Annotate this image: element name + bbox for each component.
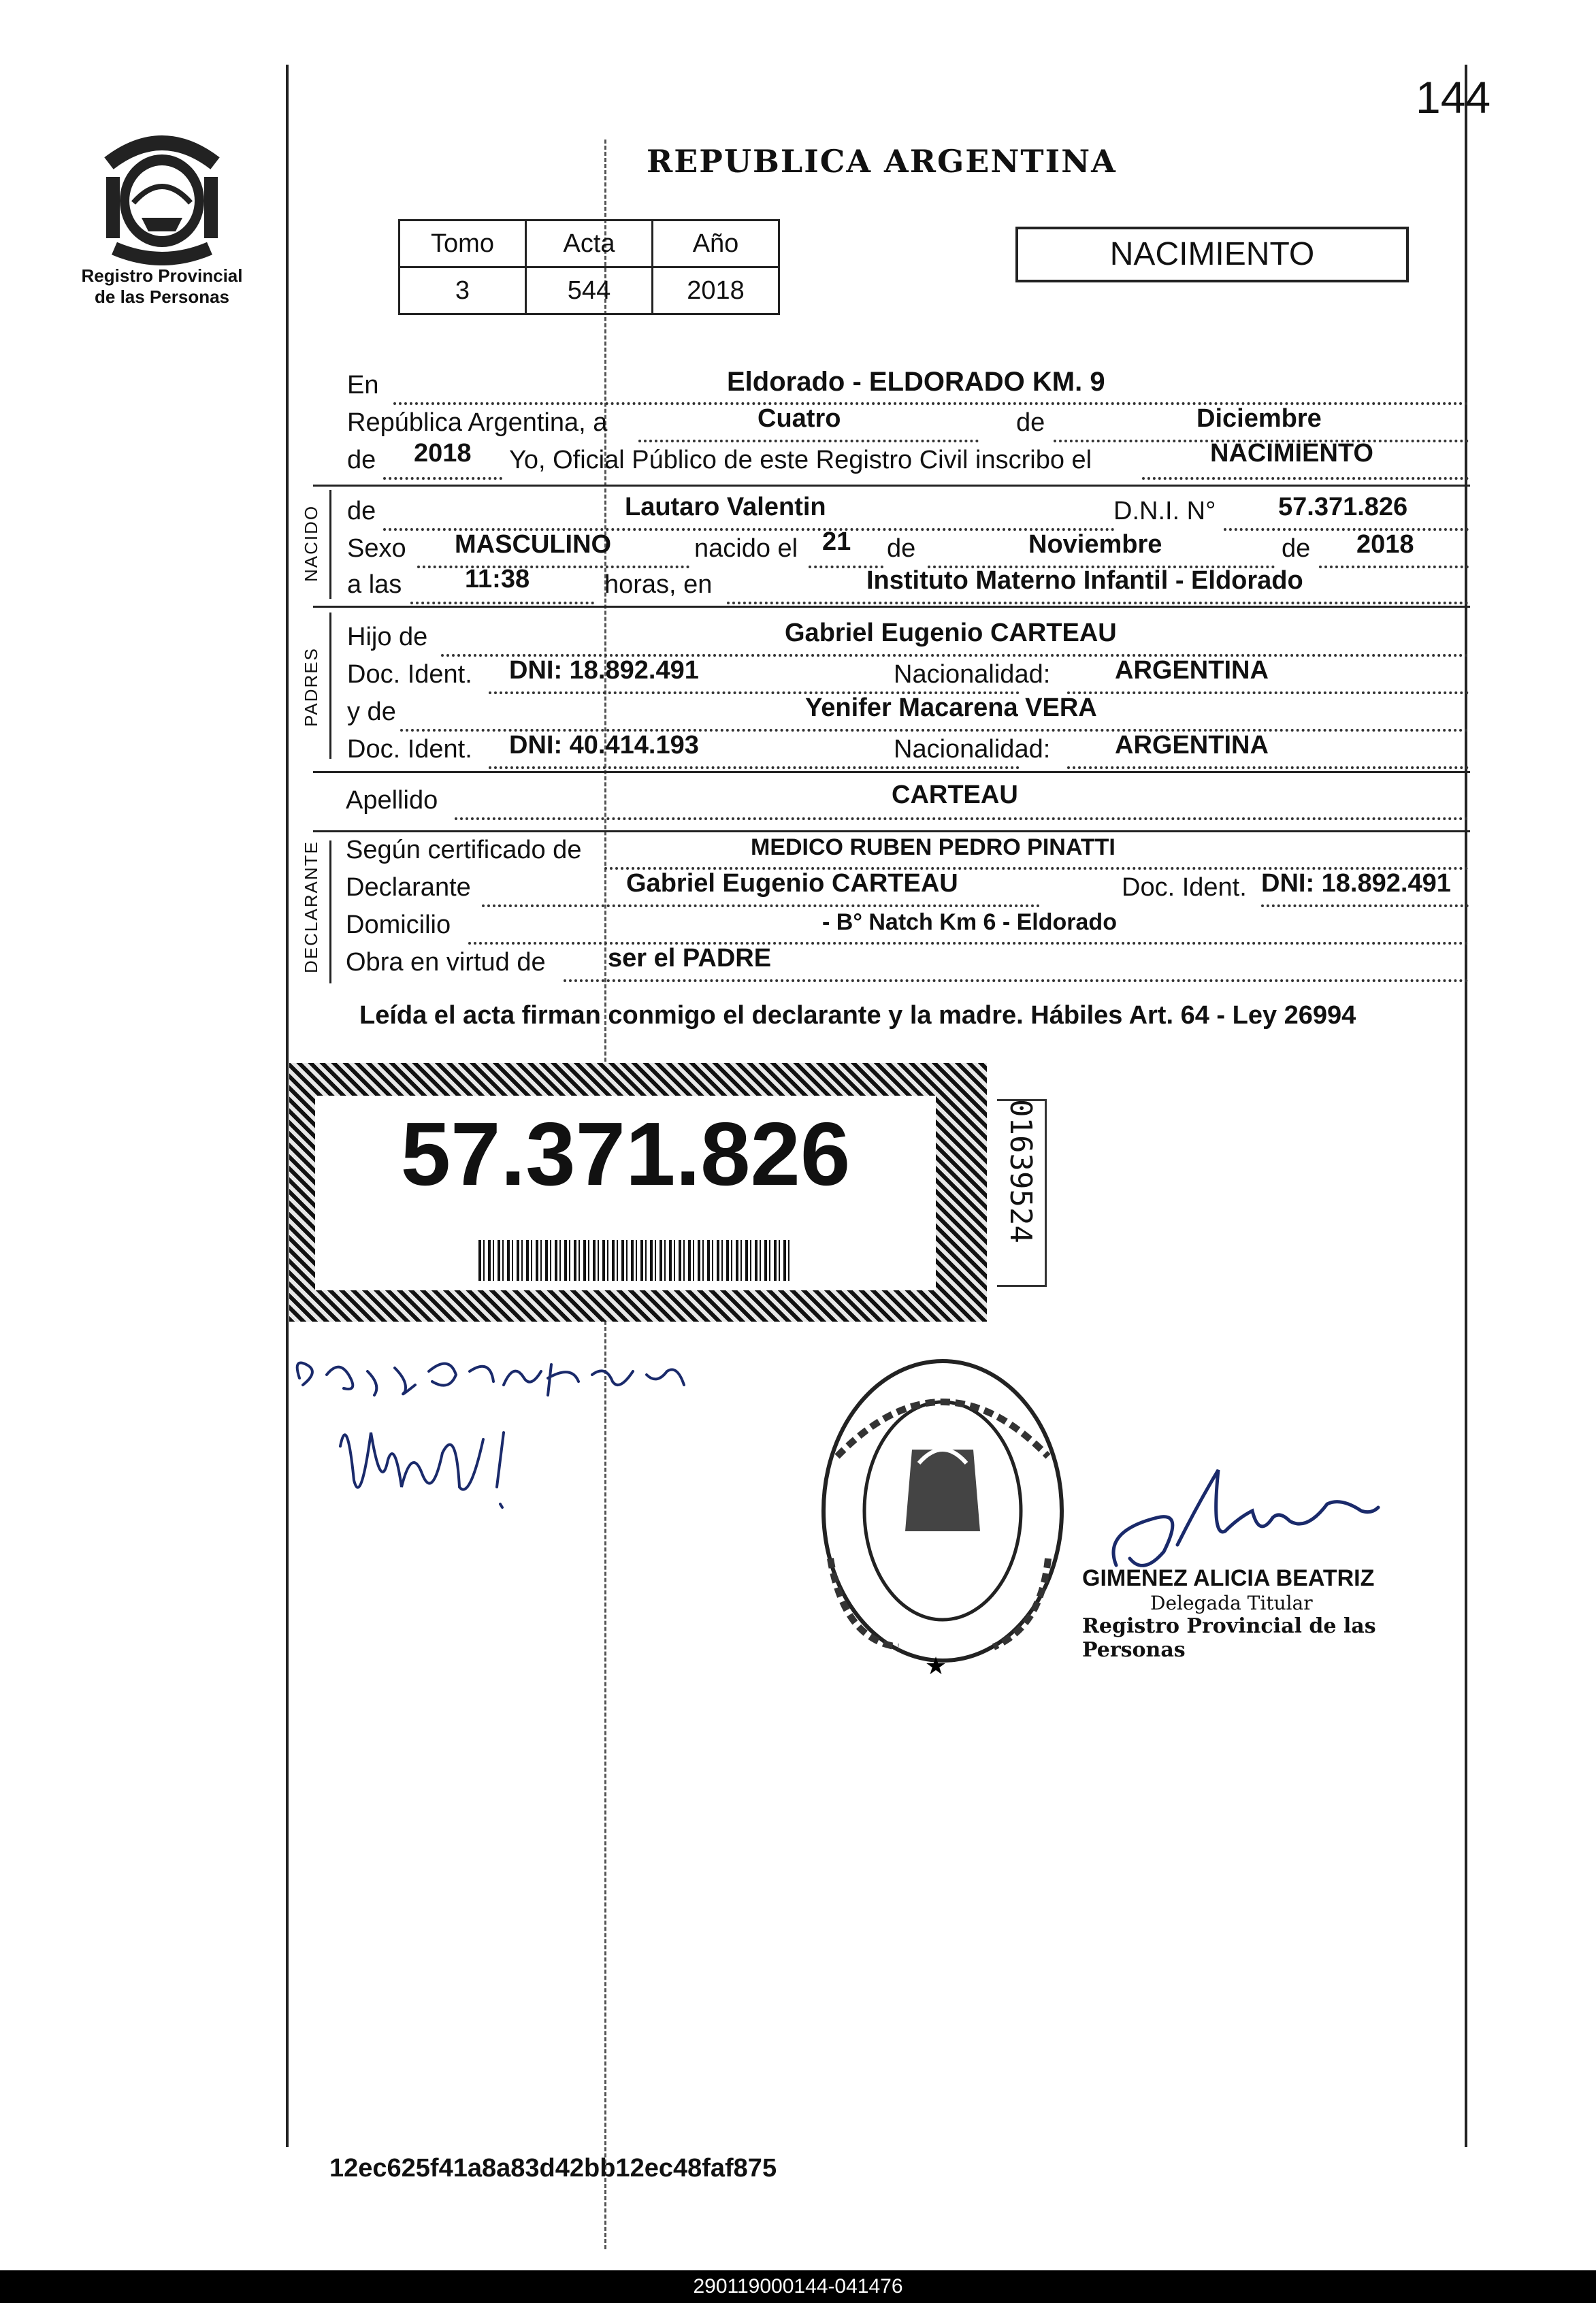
- value-child-name: Lautaro Valentin: [625, 493, 826, 521]
- label-de-year: de: [347, 446, 376, 474]
- label-obra: Obra en virtud de: [346, 948, 546, 977]
- value-place: Eldorado - ELDORADO KM. 9: [727, 367, 1105, 397]
- value-birth-time: 11:38: [465, 565, 530, 593]
- table-value-tomo: 3: [400, 267, 526, 314]
- card-serial: [990, 1099, 1052, 1290]
- value-month: Diciembre: [1196, 404, 1322, 433]
- value-father-nationality: ARGENTINA: [1115, 656, 1269, 685]
- label-nacido-el: nacido el: [694, 534, 798, 563]
- side-label-padres: PADRES: [301, 647, 321, 727]
- value-event: NACIMIENTO: [1210, 439, 1373, 468]
- value-declarant-doc: DNI: 18.892.491: [1261, 869, 1451, 898]
- value-year: 2018: [414, 439, 472, 468]
- page-number: 144: [1416, 72, 1491, 122]
- table-header-acta: Acta: [526, 220, 653, 267]
- official-name: GIMENEZ ALICIA BEATRIZ: [1082, 1565, 1375, 1591]
- label-y-de: y de: [347, 698, 396, 726]
- value-father-name: Gabriel Eugenio CARTEAU: [785, 619, 1117, 647]
- document-hash: 12ec625f41a8a83d42bb12ec48faf875: [329, 2154, 777, 2183]
- side-bracket-padres: [329, 612, 331, 759]
- label-nac-mother: Nacionalidad:: [894, 735, 1051, 764]
- side-bracket-declarante: [329, 840, 331, 983]
- registry-name-line1: Registro Provincial: [81, 265, 243, 286]
- label-en: En: [347, 371, 379, 399]
- side-label-declarante: DECLARANTE: [301, 840, 321, 973]
- official-role: Delegada Titular: [1150, 1592, 1313, 1614]
- row-surname: [346, 781, 1469, 821]
- province-emblem-icon: [94, 122, 230, 265]
- svg-text:★: ★: [924, 1652, 947, 1680]
- value-mother-nationality: ARGENTINA: [1115, 731, 1269, 760]
- value-day-word: Cuatro: [758, 404, 841, 433]
- label-dni: D.N.I. N°: [1113, 497, 1216, 525]
- label-de-birth: de: [887, 534, 916, 563]
- label-apellido: Apellido: [346, 786, 438, 815]
- official-office: Registro Provincial de las Personas: [1082, 1614, 1376, 1662]
- value-father-doc: DNI: 18.892.491: [509, 656, 699, 685]
- label-declarante: Declarante: [346, 873, 471, 902]
- row-father-doc: [346, 656, 1469, 696]
- row-declarant: [346, 869, 1469, 909]
- label-oficial-text: Yo, Oficial Público de este Registro Civil inscribo el: [509, 446, 1092, 474]
- side-label-nacido: NACIDO: [301, 504, 321, 582]
- value-surname: CARTEAU: [892, 781, 1018, 809]
- official-signature-icon: [1103, 1456, 1388, 1579]
- value-reason: ser el PADRE: [608, 944, 772, 973]
- table-value-ano: 2018: [653, 267, 779, 314]
- label-de-birth-year: de: [1282, 534, 1311, 563]
- left-margin-line: [286, 65, 289, 2147]
- label-doc-mother: Doc. Ident.: [347, 735, 472, 764]
- section-divider-3: [313, 771, 1470, 773]
- table-value-acta: 544: [526, 267, 653, 314]
- footer-code: 290119000144-041476: [0, 2270, 1596, 2303]
- value-child-dni: 57.371.826: [1278, 493, 1408, 521]
- closing-text: Leída el acta firman conmigo el declarante y la madre. Hábiles Art. 64 - Ley 26994: [359, 1001, 1356, 1030]
- value-birth-place: Instituto Materno Infantil - Eldorado: [866, 566, 1303, 595]
- value-mother-doc: DNI: 40.414.193: [509, 731, 699, 760]
- label-doc-declarant: Doc. Ident.: [1122, 873, 1247, 902]
- card-barcode: [478, 1240, 792, 1281]
- document-title: REPUBLICA ARGENTINA: [647, 143, 1117, 180]
- declarant-signature-icon: [286, 1344, 735, 1541]
- row-mother-name: [346, 693, 1469, 733]
- label-a-las: a las: [347, 570, 402, 599]
- section-divider-1: [313, 485, 1470, 487]
- value-sex: MASCULINO: [455, 530, 612, 559]
- table-header-tomo: Tomo: [400, 220, 526, 267]
- label-republica: República Argentina, a: [347, 408, 608, 437]
- label-sexo: Sexo: [347, 534, 406, 563]
- label-domicilio: Domicilio: [346, 911, 451, 939]
- label-doc-father: Doc. Ident.: [347, 660, 472, 689]
- official-seal-icon: [817, 1354, 1069, 1681]
- value-birth-day: 21: [822, 527, 851, 556]
- value-certifier: MEDICO RUBEN PEDRO PINATTI: [751, 834, 1115, 860]
- row-reason: [346, 944, 1469, 983]
- label-hijo-de: Hijo de: [347, 623, 428, 651]
- row-place: [346, 367, 1469, 406]
- row-child-name: [346, 493, 1469, 532]
- label-certificado: Según certificado de: [346, 836, 582, 864]
- card-window: [315, 1096, 936, 1290]
- value-declarant-name: Gabriel Eugenio CARTEAU: [626, 869, 958, 898]
- value-birth-month: Noviembre: [1028, 530, 1162, 559]
- value-address: - B° Natch Km 6 - Eldorado: [822, 909, 1117, 935]
- label-de-child: de: [347, 497, 376, 525]
- id-number-card: [289, 1063, 987, 1322]
- label-horas-en: horas, en: [604, 570, 713, 599]
- row-address: [346, 911, 1469, 946]
- registration-table: [398, 219, 780, 315]
- row-time-place: [346, 565, 1469, 606]
- row-father-name: [346, 619, 1469, 658]
- label-de: de: [1016, 408, 1045, 437]
- record-type-box: NACIMIENTO: [1015, 227, 1409, 282]
- section-divider-4: [313, 830, 1470, 832]
- section-divider-2: [313, 606, 1470, 608]
- row-certificate: [346, 836, 1469, 871]
- card-id-number: 57.371.826: [400, 1104, 851, 1204]
- label-nac-father: Nacionalidad:: [894, 660, 1051, 689]
- official-block: [1082, 1565, 1436, 1662]
- value-birth-year: 2018: [1356, 530, 1414, 559]
- card-serial-number: 01639524: [1003, 1099, 1038, 1243]
- side-bracket-nacido: [329, 490, 331, 599]
- registry-header: [80, 122, 244, 308]
- row-mother-doc: [346, 731, 1469, 770]
- value-mother-name: Yenifer Macarena VERA: [805, 693, 1097, 722]
- row-oficial: [346, 439, 1469, 481]
- table-header-ano: Año: [653, 220, 779, 267]
- registry-name-line2: de las Personas: [95, 287, 229, 307]
